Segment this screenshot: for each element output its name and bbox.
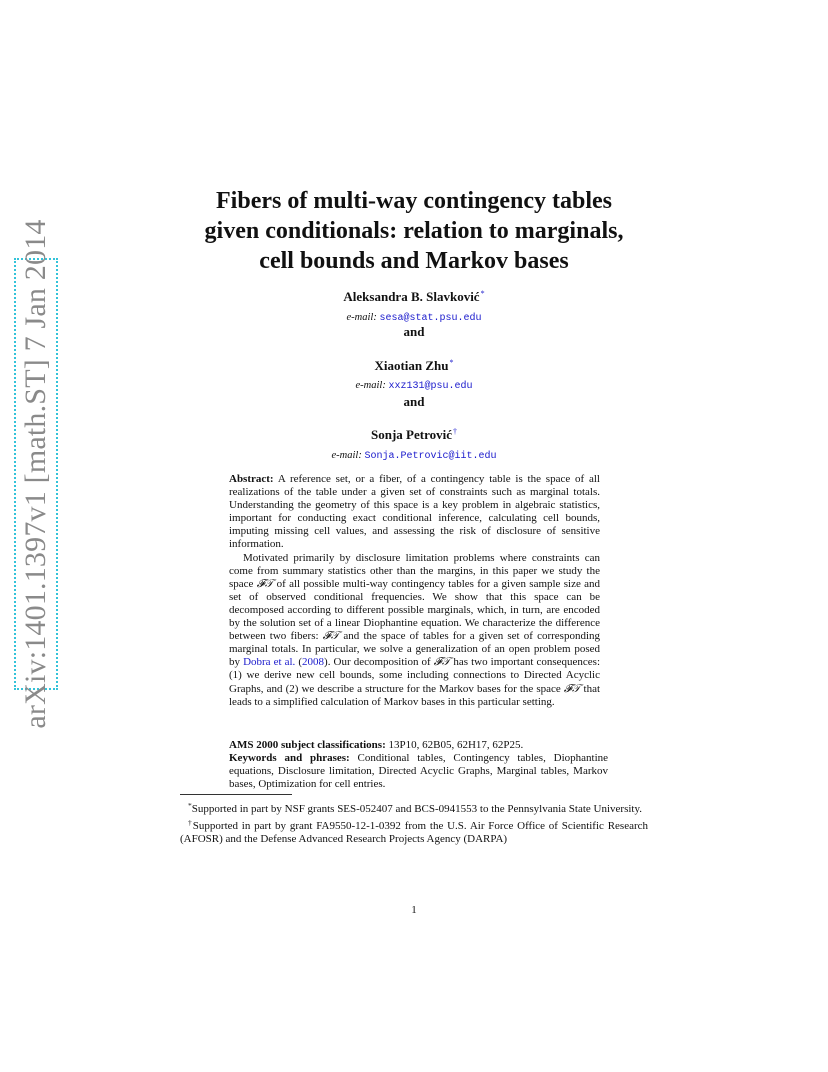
author-email-link[interactable]: xxz131@psu.edu <box>388 381 473 392</box>
author-email-link[interactable]: Sonja.Petrovic@iit.edu <box>364 451 497 462</box>
keywords-block <box>229 739 608 791</box>
arxiv-identifier: arXiv:1401.1397v1 [math.ST] 7 Jan 2014 <box>19 219 52 729</box>
citation-link[interactable]: Dobra et al. <box>243 656 296 669</box>
arxiv-sidebar-stamp[interactable] <box>14 219 58 729</box>
abstract-paragraph: Abstract: A reference set, or a fiber, of a contingency table is the space of all realizations of the table under a given set of constraints such as marginal totals. Understanding the geometry of this space is a key problem in algebraic statistics, important for conducting exact conditional inference, calculating cell bounds, imputing missing cell values, and assessing the risk of disclosure of sensitive information. <box>229 473 600 551</box>
author-email-link[interactable]: sesa@stat.psu.edu <box>379 313 482 324</box>
abstract-heading: Abstract: <box>229 473 274 485</box>
keywords-phrases: Keywords and phrases: Conditional tables, Contingency tables, Diophantine equations, Disclosure limitation, Directed Acyclic Graphs, Marginal tables, Markov bases, Optimization for cell entries. <box>229 752 609 791</box>
author-email-line: e-mail: Sonja.Petrovic@iit.edu <box>331 450 497 462</box>
author-name: Xiaotian Zhu* <box>374 358 454 373</box>
footnote: †Supported in part by grant FA9550-12-1-0392 from the U.S. Air Force Office of Scientific Research (AFOSR) and the Defense Advanced Research Projects Agency (DARPA) <box>180 818 649 846</box>
title-line: cell bounds and Markov bases <box>259 248 569 274</box>
author-name: Aleksandra B. Slavković* <box>343 289 485 304</box>
author-footnote-mark[interactable]: * <box>449 358 454 367</box>
footnote-rule <box>180 794 292 795</box>
and-separator: and <box>403 324 425 339</box>
abstract <box>229 473 600 709</box>
author-footnote-mark[interactable]: † <box>453 427 457 436</box>
fiber-symbol: 𝓕𝒯 <box>256 577 274 590</box>
author-name: Sonja Petrović† <box>371 427 457 442</box>
abstract-paragraph: Motivated primarily by disclosure limitation problems where constraints can come from summary statistics other than the margins, in this paper we study the space 𝓕𝒯 of all possible multi-way contingency tables for a given sample size and set of observed conditional frequencies. We show that this space can be decomposed according to different possible marginals, which, in turn, are encoded by the solution set of a linear Diophantine equation. We characterize the difference between two fibers: 𝓕𝒯 and the space of tables for a given set of corresponding marginal totals. In particular, we solve a generalization of an open problem posed by Dobra et al. (2008). Our decomposition of 𝓕𝒯 has two important consequences: (1) we derive new cell bounds, some including connections to Directed Acyclic Graphs, and (2) we describe a structure for the Markov bases for the space 𝓕𝒯 that leads to a simplified calculation of Markov bases in this particular setting. <box>229 551 601 708</box>
msc-classification: AMS 2000 subject classifications: 13P10, 62B05, 62H17, 62P25. <box>229 739 524 751</box>
footnotes <box>180 799 648 846</box>
author-footnote-mark[interactable]: * <box>480 289 485 298</box>
citation-year-link[interactable]: 2008 <box>302 656 325 669</box>
author-email-line: e-mail: xxz131@psu.edu <box>355 380 473 392</box>
title-line: Fibers of multi-way contingency tables <box>216 188 612 214</box>
fiber-symbol: 𝓕𝒯 <box>433 656 451 669</box>
page-number: 1 <box>411 904 417 916</box>
fiber-symbol: 𝓕𝒯 <box>322 630 340 643</box>
fiber-symbol: 𝓕𝒯 <box>563 682 581 695</box>
and-separator: and <box>403 394 425 409</box>
footnote: *Supported in part by NSF grants SES-052407 and BCS-0941553 to the Pennsylvania State University. <box>188 801 643 815</box>
title-line: given conditionals: relation to marginals, <box>204 218 624 244</box>
author-email-line: e-mail: sesa@stat.psu.edu <box>346 312 482 324</box>
paper-title <box>180 186 648 276</box>
